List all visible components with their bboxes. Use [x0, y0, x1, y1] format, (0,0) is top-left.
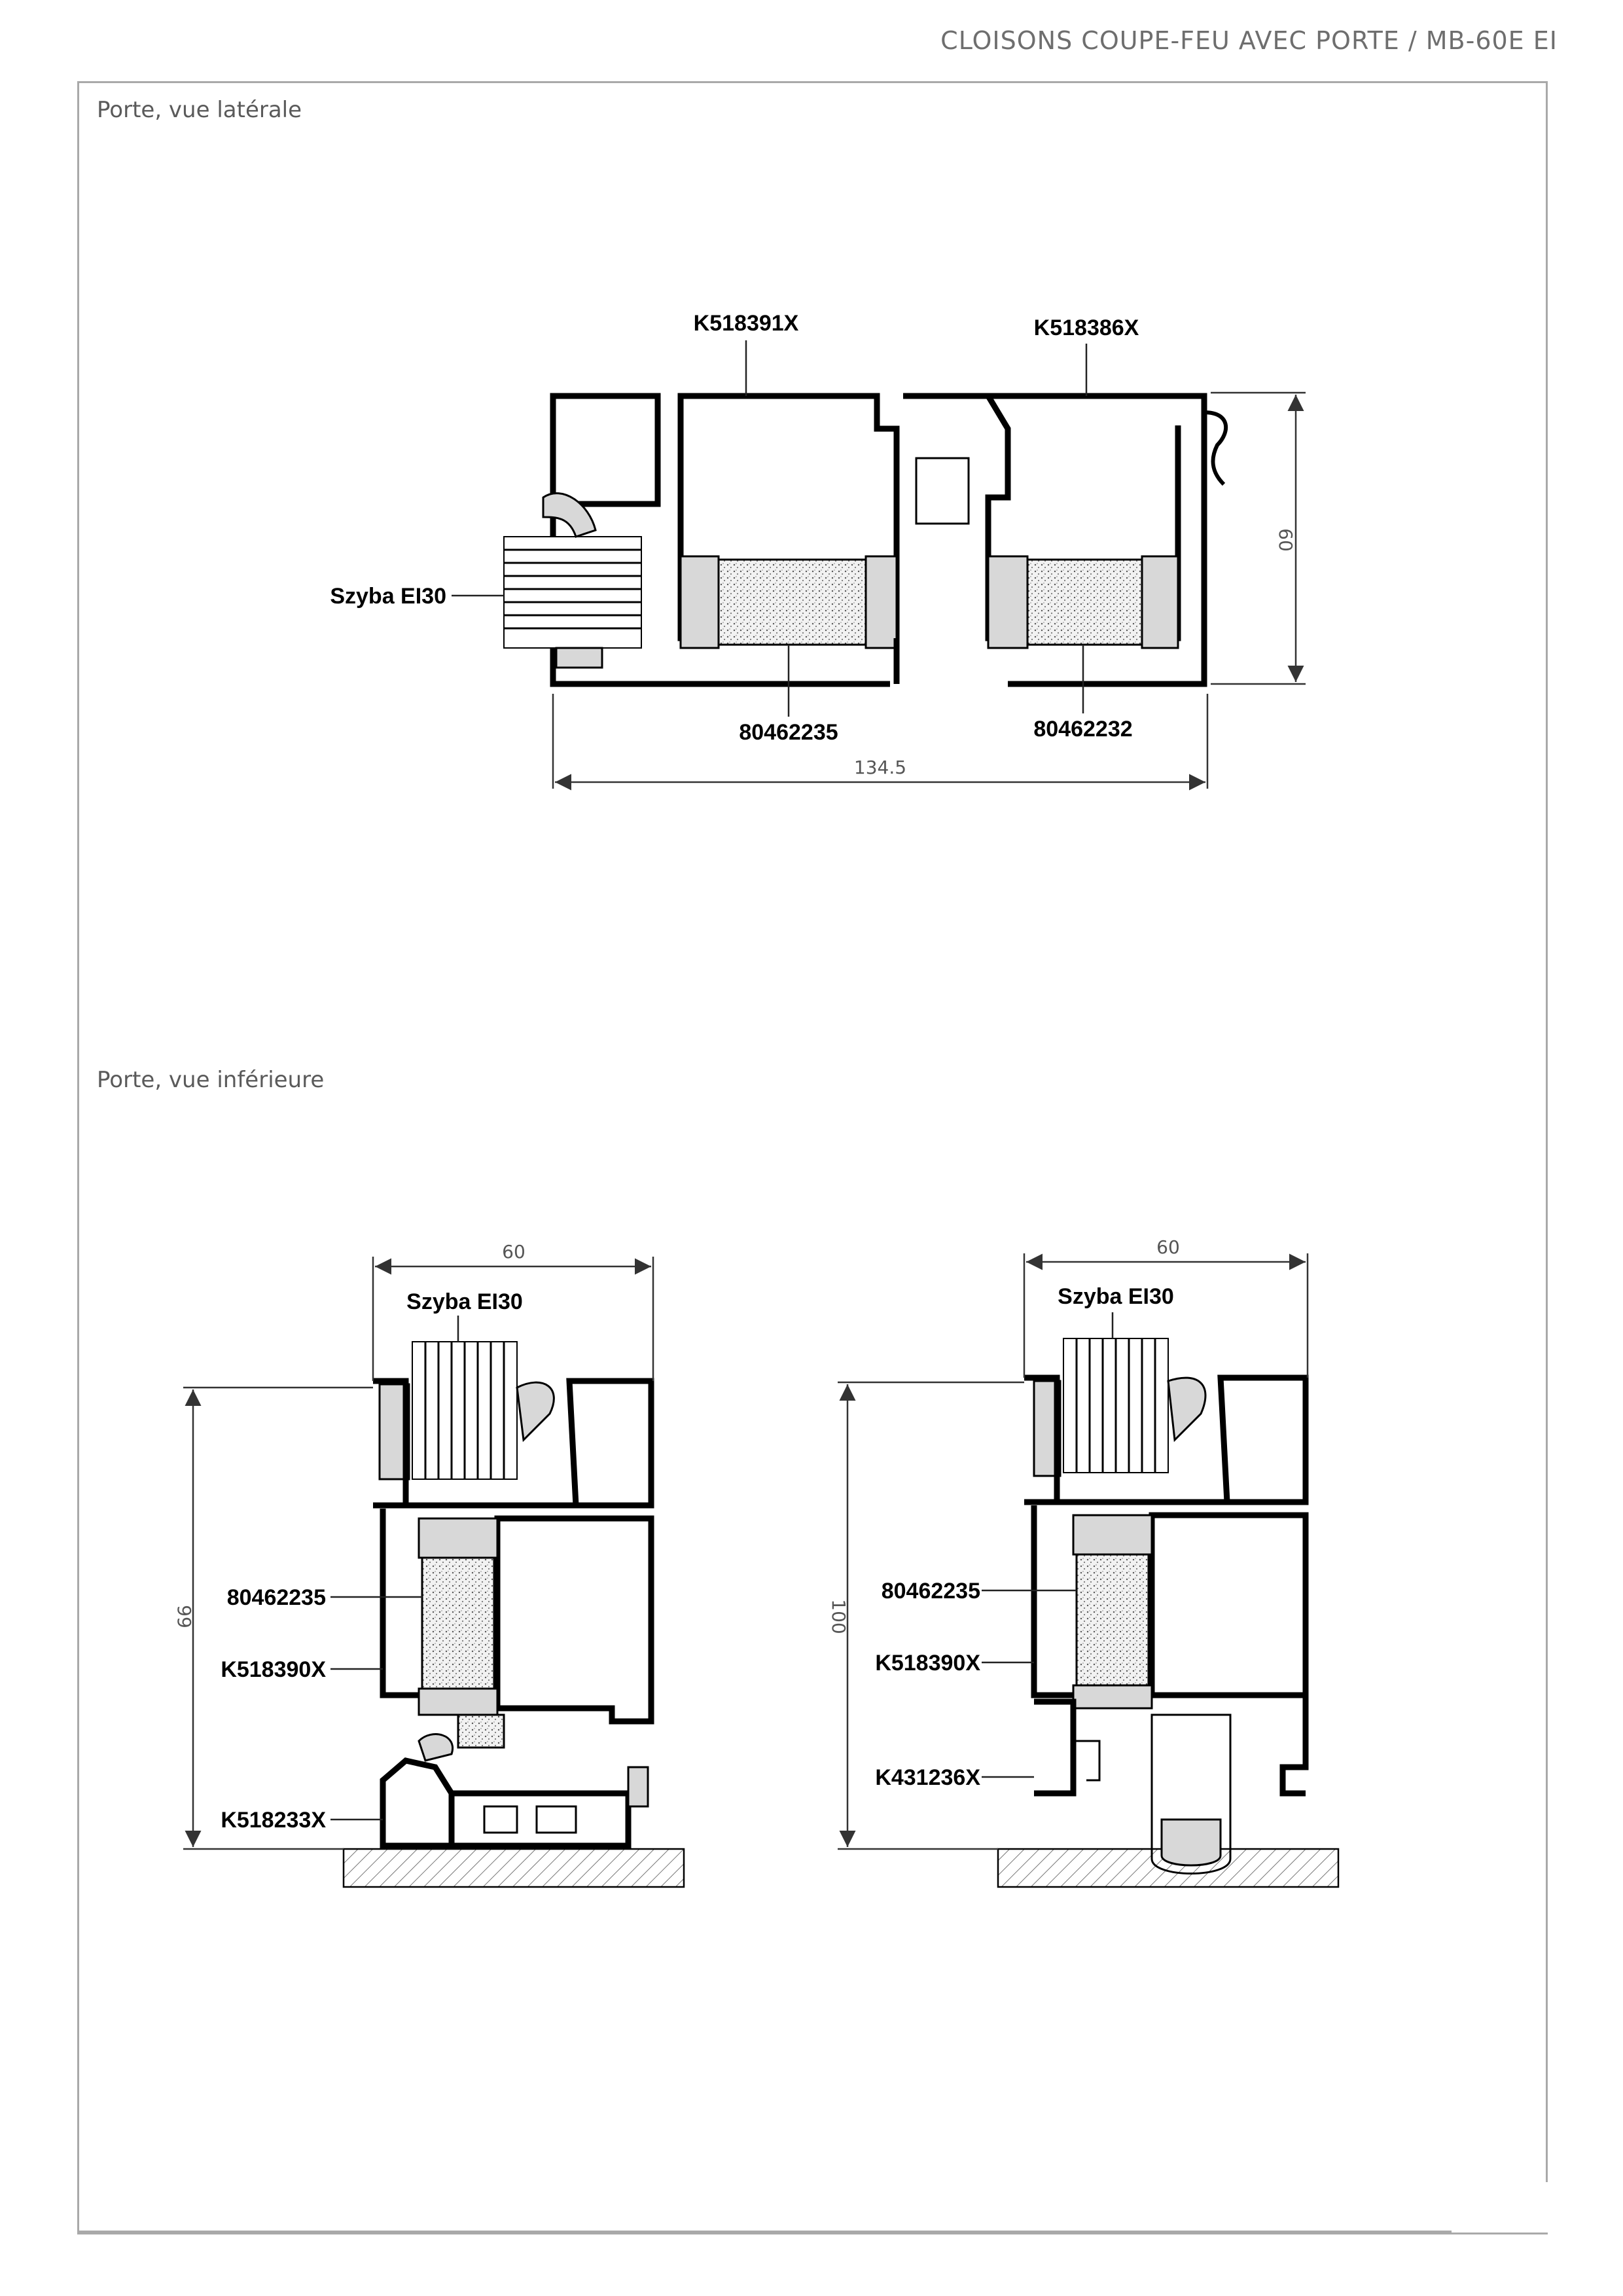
dim3-width-value: 60: [1156, 1236, 1180, 1258]
label-80462232: 80462232: [1033, 717, 1133, 742]
section-title-bottom: Porte, vue inférieure: [97, 1067, 325, 1093]
insulator-left-b: [866, 556, 897, 648]
glazing-bead-gasket: [517, 1382, 554, 1440]
label-k518390x-left: K518390X: [221, 1657, 326, 1682]
dim-width-value: 134.5: [853, 757, 907, 778]
label-glass-side: Szyba EI30: [330, 584, 446, 609]
sash-chamber-right: [569, 1381, 651, 1505]
hinge-pin: [916, 458, 969, 524]
drop-seal-gasket: [1162, 1820, 1221, 1865]
insulation-80462235-left: [422, 1558, 494, 1689]
profile-k518390x-left: [383, 1509, 419, 1695]
profile-k431236x: [1034, 1702, 1073, 1793]
glass-ei30-side: [504, 537, 641, 648]
threshold-k518233x-left: [383, 1761, 452, 1846]
insulator-bottom-right: [1073, 1685, 1152, 1708]
glazing-bead-gasket-right: [1168, 1378, 1205, 1440]
profile-k518390x-chamber: [497, 1518, 651, 1721]
glass-ei30-right: [1063, 1338, 1168, 1473]
insulation-80462235: [719, 560, 866, 645]
profile-right-tail: [1283, 1695, 1306, 1793]
threshold-inner-b: [537, 1806, 576, 1833]
threshold-inner-a: [484, 1806, 517, 1833]
insulator-bottom-left: [419, 1689, 497, 1715]
insulation-threshold: [458, 1715, 504, 1748]
profile-right-lip: [1204, 412, 1226, 484]
insulation-80462235-right: [1077, 1554, 1149, 1685]
dim-height-value: 60: [1275, 528, 1296, 552]
insulator-top-right: [1073, 1515, 1152, 1554]
dim3-height-value: 100: [828, 1599, 849, 1634]
label-k431236x: K431236X: [875, 1765, 980, 1790]
label-k518233x: K518233X: [221, 1808, 326, 1833]
drawing-bottom-view-right: [828, 1236, 1338, 1887]
sash-chamber-right-2: [1221, 1378, 1306, 1502]
insulator-right-a: [988, 556, 1027, 648]
label-80462235-left: 80462235: [226, 1585, 326, 1610]
label-glass-right: Szyba EI30: [1058, 1284, 1174, 1309]
label-k518390x-right: K518390X: [875, 1651, 980, 1676]
insulator-right-b: [1142, 556, 1178, 648]
bottom-seal: [419, 1734, 453, 1761]
profile-left-small-chamber: [553, 396, 658, 504]
label-glass-left: Szyba EI30: [406, 1289, 523, 1314]
profile-k518390x-left-2: [1034, 1505, 1073, 1695]
gasket-bottom: [556, 648, 602, 668]
insulator-top-left: [419, 1518, 497, 1558]
section-title-side: Porte, vue latérale: [97, 97, 302, 123]
profile-k518390x-chamber-2: [1152, 1515, 1306, 1695]
dim2-height-value: 99: [173, 1605, 195, 1628]
threshold-k518233x-body: [452, 1793, 628, 1846]
label-k518391x: K518391X: [693, 311, 799, 336]
label-80462235-right: 80462235: [881, 1579, 980, 1604]
insulator-left-a: [681, 556, 719, 648]
dim2-width-value: 60: [502, 1241, 526, 1263]
glass-ei30-left: [412, 1342, 517, 1479]
threshold-seal: [628, 1767, 648, 1806]
label-80462235-side: 80462235: [739, 720, 838, 745]
drawing-side-view: [330, 311, 1306, 789]
label-k518386x: K518386X: [1033, 315, 1139, 340]
profile-k431236x-hook: [1073, 1741, 1099, 1780]
floor-left: [344, 1849, 684, 1887]
page-header: CLOISONS COUPE-FEU AVEC PORTE / MB-60E EI: [940, 26, 1558, 55]
insulation-80462232: [1027, 560, 1142, 645]
drawing-bottom-view-left: [173, 1241, 684, 1887]
